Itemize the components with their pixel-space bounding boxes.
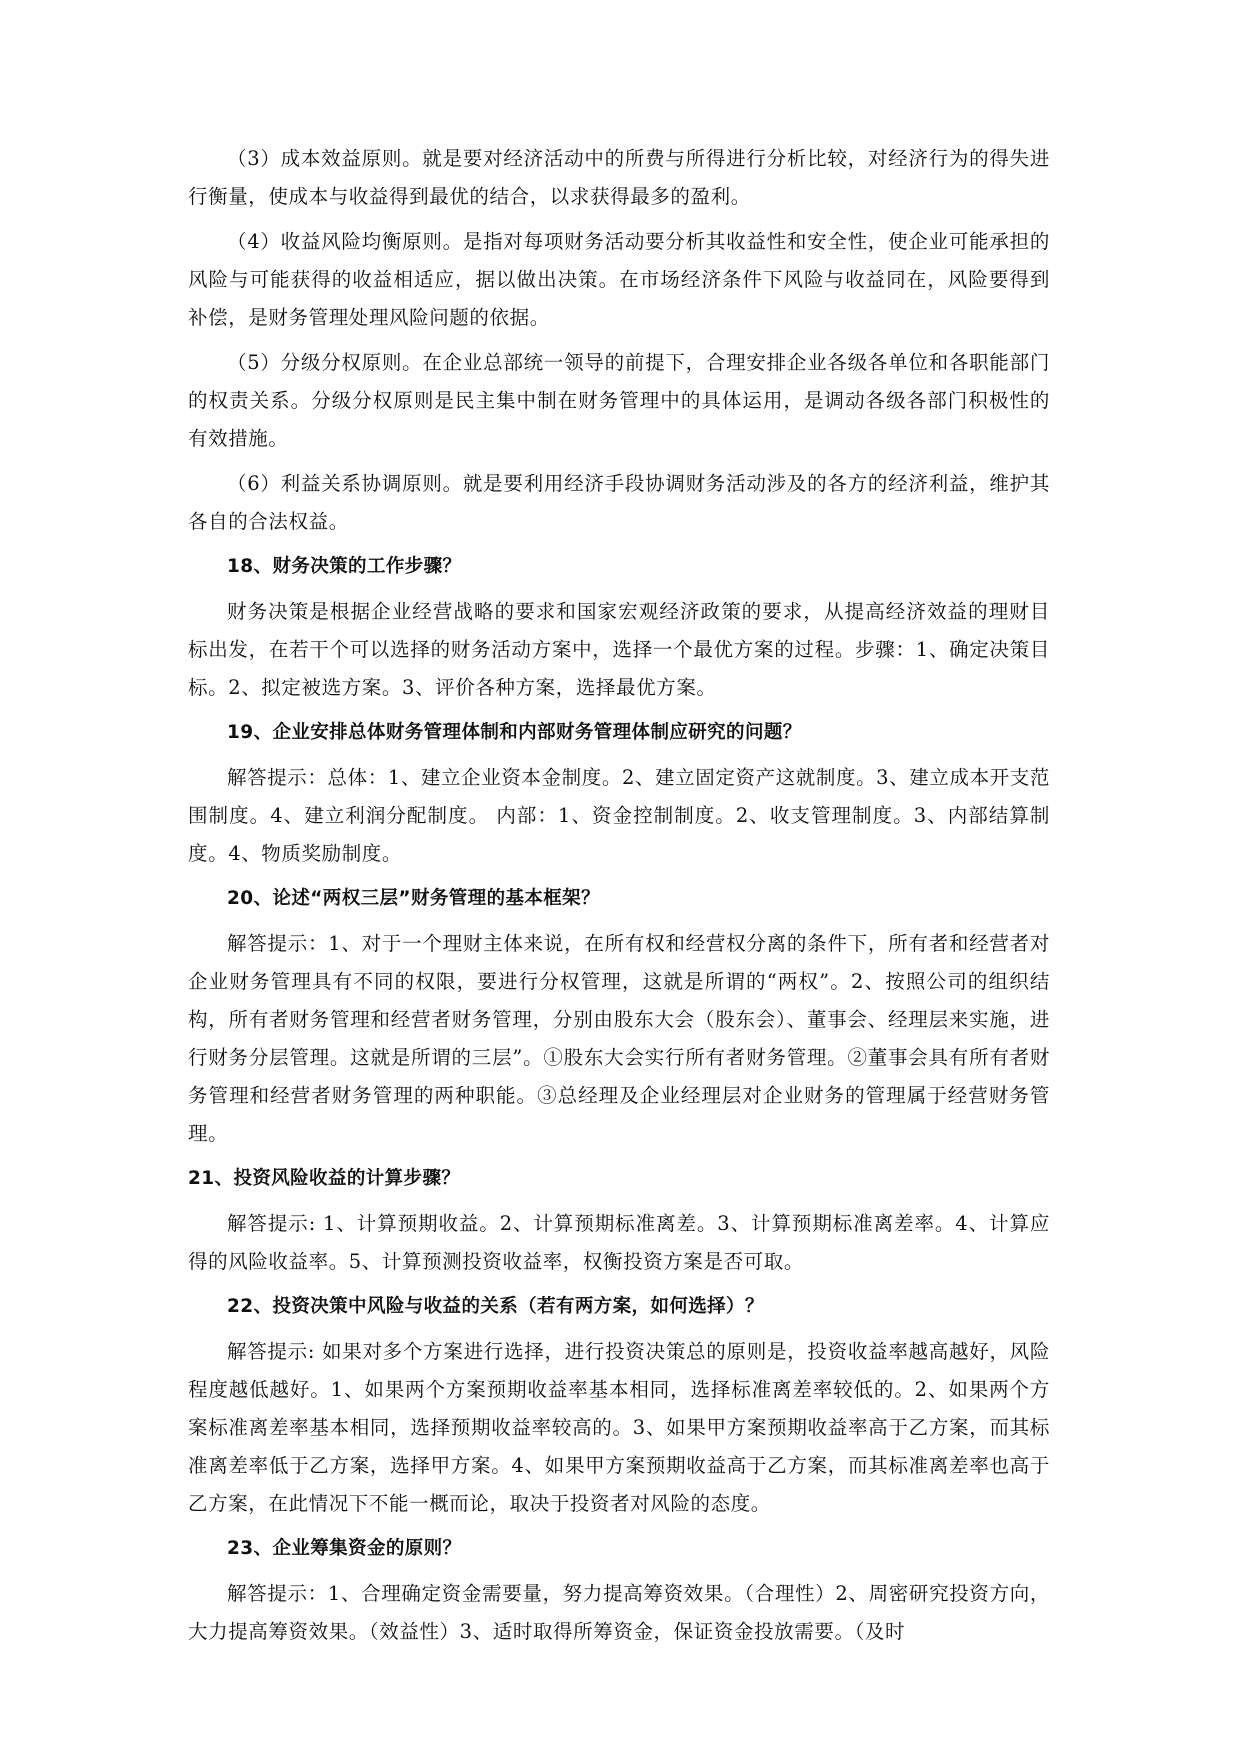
- answer-23-paragraph: 解答提示：1、合理确定资金需要量，努力提高筹资效果。（合理性）2、周密研究投资方向，大力提高筹资效果。（效益性）3、适时取得所筹资金，保证资金投放需要。（及时: [188, 1582, 1050, 1643]
- question-18-heading: 18、财务决策的工作步骤？: [227, 556, 462, 577]
- document-page: [188, 140, 1050, 1658]
- question-22-heading: 22、投资决策中风险与收益的关系（若有两方案，如何选择）？: [227, 1296, 764, 1317]
- answer-22-paragraph: 解答提示: 如果对多个方案进行选择，进行投资决策总的原则是，投资收益率越高越好，风险程度越低越好。1、如果两个方案预期收益率基本相同，选择标准离差率较低的。2、如果两个方案标准离差率基本相同，选择预期收益率较高的。3、如果甲方案预期收益率高于乙方案，而其标准离差率低于乙方案，选择甲方案。4、如果甲方案预期收益高于乙方案，而其标准离差率也高于乙方案，在此情况下不能一概而论，取决于投资者对风险的态度。: [188, 1340, 1050, 1515]
- principle-5-paragraph: （5）分级分权原则。在企业总部统一领导的前提下，合理安排企业各级各单位和各职能部门的权责关系。分级分权原则是民主集中制在财务管理中的具体运用，是调动各级各部门积极性的有效措施。: [188, 351, 1050, 450]
- answer-18-paragraph: 财务决策是根据企业经营战略的要求和国家宏观经济政策的要求，从提高经济效益的理财目标出发，在若干个可以选择的财务活动方案中，选择一个最优方案的过程。步骤：1、确定决策目标。2、拟定被选方案。3、评价各种方案，选择最优方案。: [188, 600, 1050, 699]
- answer-21-paragraph: 解答提示: 1、计算预期收益。2、计算预期标准离差。3、计算预期标准离差率。4、计算应得的风险收益率。5、计算预测投资收益率，权衡投资方案是否可取。: [188, 1212, 1050, 1273]
- question-20-heading: 20、论述“两权三层”财务管理的基本框架？: [227, 888, 600, 909]
- principle-6-paragraph: （6）利益关系协调原则。就是要利用经济手段协调财务活动涉及的各方的经济利益，维护其各自的合法权益。: [188, 472, 1050, 533]
- question-19-heading: 19、企业安排总体财务管理体制和内部财务管理体制应研究的问题？: [227, 722, 802, 743]
- principle-4-paragraph: （4）收益风险均衡原则。是指对每项财务活动要分析其收益性和安全性，使企业可能承担的风险与可能获得的收益相适应，据以做出决策。在市场经济条件下风险与收益同在，风险要得到补偿，是财务管理处理风险问题的依据。: [188, 230, 1050, 329]
- question-23-heading: 23、企业筹集资金的原则？: [227, 1538, 462, 1559]
- answer-19-paragraph: 解答提示：总体：1、建立企业资本金制度。2、建立固定资产这就制度。3、建立成本开支范围制度。4、建立利润分配制度。 内部：1、资金控制制度。2、收支管理制度。3、内部结算制度。4、物质奖励制度。: [188, 766, 1050, 865]
- principle-3-paragraph: （3）成本效益原则。就是要对经济活动中的所费与所得进行分析比较，对经济行为的得失进行衡量，使成本与收益得到最优的结合，以求获得最多的盈利。: [188, 147, 1050, 208]
- question-21-heading: 21、投资风险收益的计算步骤？: [188, 1168, 461, 1189]
- answer-20-paragraph: 解答提示：1、对于一个理财主体来说，在所有权和经营权分离的条件下，所有者和经营者对企业财务管理具有不同的权限，要进行分权管理，这就是所谓的“两权”。2、按照公司的组织结构，所有者财务管理和经营者财务管理，分别由股东大会（股东会）、董事会、经理层来实施，进行财务分层管理。这就是所谓的三层”。①股东大会实行所有者财务管理。②董事会具有所有者财务管理和经营者财务管理的两种职能。③总经理及企业经理层对企业财务的管理属于经营财务管理。: [188, 932, 1050, 1145]
